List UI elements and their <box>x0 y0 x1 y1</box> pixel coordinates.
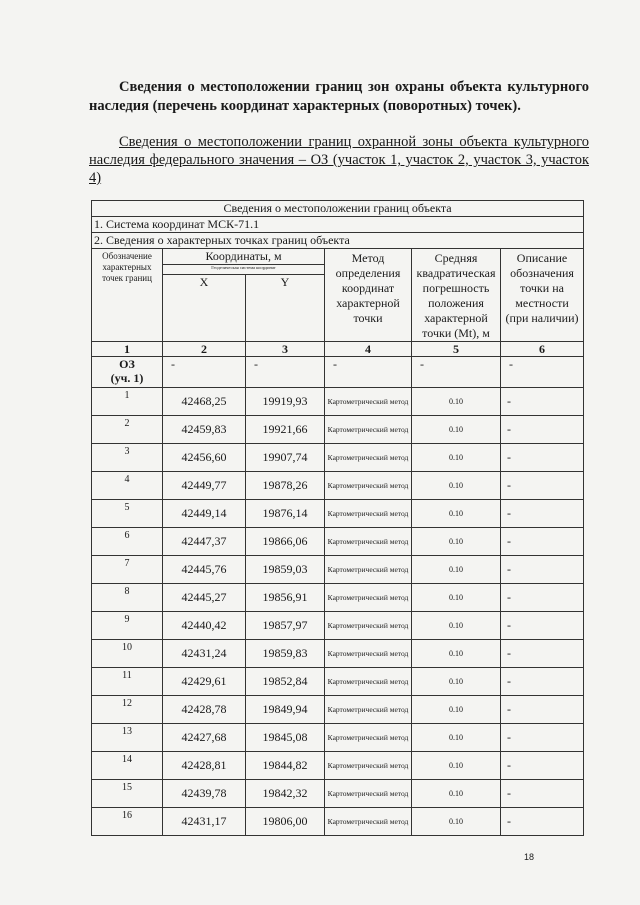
header-x: X <box>163 275 246 342</box>
method-value: Картометрический метод <box>325 500 412 528</box>
point-number: 3 <box>92 444 163 472</box>
accuracy-value: 0.10 <box>412 416 501 444</box>
description-value: - <box>501 444 584 472</box>
column-number: 6 <box>501 342 584 357</box>
y-value: 19849,94 <box>246 696 325 724</box>
accuracy-value: 0.10 <box>412 808 501 836</box>
method-value: Картометрический метод <box>325 696 412 724</box>
accuracy-value: 0.10 <box>412 500 501 528</box>
x-value: 42431,24 <box>163 640 246 668</box>
method-value: Картометрический метод <box>325 528 412 556</box>
table-row <box>92 388 584 416</box>
accuracy-value: 0.10 <box>412 612 501 640</box>
description-value: - <box>501 668 584 696</box>
table-row <box>92 668 584 696</box>
point-number: 5 <box>92 500 163 528</box>
x-value: 42449,14 <box>163 500 246 528</box>
method-value: Картометрический метод <box>325 388 412 416</box>
point-number: 10 <box>92 640 163 668</box>
header-accuracy: Средняя квадратическая погрешность положения характерной точки (Mt), м <box>412 249 501 342</box>
x-value: 42431,17 <box>163 808 246 836</box>
point-number: 1 <box>92 388 163 416</box>
x-value: 42427,68 <box>163 724 246 752</box>
accuracy-value: 0.10 <box>412 444 501 472</box>
column-number: 2 <box>163 342 246 357</box>
method-value: Картометрический метод <box>325 472 412 500</box>
method-value: Картометрический метод <box>325 416 412 444</box>
accuracy-value: 0.10 <box>412 752 501 780</box>
table-row <box>92 724 584 752</box>
description-value: - <box>501 808 584 836</box>
header-method: Метод определения координат характерной точки <box>325 249 412 342</box>
y-value: 19857,97 <box>246 612 325 640</box>
accuracy-value: 0.10 <box>412 528 501 556</box>
section-label-line2: (уч. 1) <box>110 371 144 385</box>
accuracy-value: 0.10 <box>412 668 501 696</box>
y-value: 19845,08 <box>246 724 325 752</box>
description-value: - <box>501 640 584 668</box>
section-dash: - <box>501 357 584 388</box>
section-label <box>92 357 163 388</box>
y-value: 19856,91 <box>246 584 325 612</box>
section-label-line1: ОЗ <box>119 357 135 371</box>
x-value: 42428,78 <box>163 696 246 724</box>
description-value: - <box>501 584 584 612</box>
point-number: 8 <box>92 584 163 612</box>
table-row <box>92 752 584 780</box>
y-value: 19878,26 <box>246 472 325 500</box>
page-number: 18 <box>524 852 535 862</box>
description-value: - <box>501 612 584 640</box>
description-value: - <box>501 752 584 780</box>
table-row <box>92 808 584 836</box>
description-value: - <box>501 500 584 528</box>
document-subtitle: Сведения о местоположении границ охранной зоны объекта культурного наследия федерального значения – ОЗ (участок 1, участок 2, участок 3, участок 4) <box>89 134 589 186</box>
description-value: - <box>501 696 584 724</box>
method-value: Картометрический метод <box>325 612 412 640</box>
y-value: 19921,66 <box>246 416 325 444</box>
header-description: Описание обозначения точки на местности (при наличии) <box>501 249 584 342</box>
method-value: Картометрический метод <box>325 584 412 612</box>
y-value: 19876,14 <box>246 500 325 528</box>
point-number: 2 <box>92 416 163 444</box>
header-coordinates: Координаты, м <box>163 249 325 265</box>
x-value: 42468,25 <box>163 388 246 416</box>
description-value: - <box>501 528 584 556</box>
x-value: 42445,76 <box>163 556 246 584</box>
header-designation: Обозначение характерных точек границ <box>92 249 163 342</box>
point-number: 4 <box>92 472 163 500</box>
table-row <box>92 528 584 556</box>
coordinate-system: 1. Система координат МСК-71.1 <box>92 217 584 233</box>
accuracy-value: 0.10 <box>412 388 501 416</box>
accuracy-value: 0.10 <box>412 556 501 584</box>
section-dash: - <box>325 357 412 388</box>
method-value: Картометрический метод <box>325 724 412 752</box>
table-row <box>92 472 584 500</box>
y-value: 19859,03 <box>246 556 325 584</box>
points-info: 2. Сведения о характерных точках границ объекта <box>92 233 584 249</box>
accuracy-value: 0.10 <box>412 584 501 612</box>
header-y: Y <box>246 275 325 342</box>
y-value: 19859,83 <box>246 640 325 668</box>
method-value: Картометрический метод <box>325 444 412 472</box>
point-number: 16 <box>92 808 163 836</box>
document-title: Сведения о местоположении границ зон охраны объекта культурного наследия (перечень координат характерных (поворотных) точек). <box>89 79 589 114</box>
coordinates-table <box>91 200 584 836</box>
y-value: 19806,00 <box>246 808 325 836</box>
description-value: - <box>501 472 584 500</box>
point-number: 7 <box>92 556 163 584</box>
method-value: Картометрический метод <box>325 780 412 808</box>
table-row <box>92 640 584 668</box>
method-value: Картометрический метод <box>325 640 412 668</box>
description-value: - <box>501 388 584 416</box>
method-value: Картометрический метод <box>325 556 412 584</box>
point-number: 9 <box>92 612 163 640</box>
point-number: 11 <box>92 668 163 696</box>
method-value: Картометрический метод <box>325 668 412 696</box>
x-value: 42440,42 <box>163 612 246 640</box>
description-value: - <box>501 556 584 584</box>
description-value: - <box>501 780 584 808</box>
point-number: 12 <box>92 696 163 724</box>
x-value: 42447,37 <box>163 528 246 556</box>
accuracy-value: 0.10 <box>412 640 501 668</box>
section-dash: - <box>163 357 246 388</box>
x-value: 42428,81 <box>163 752 246 780</box>
y-value: 19852,84 <box>246 668 325 696</box>
header-geodetic-system: Геодезическая система координат <box>163 265 325 275</box>
y-value: 19907,74 <box>246 444 325 472</box>
point-number: 6 <box>92 528 163 556</box>
table-row <box>92 696 584 724</box>
method-value: Картометрический метод <box>325 752 412 780</box>
column-number: 5 <box>412 342 501 357</box>
x-value: 42429,61 <box>163 668 246 696</box>
table-row <box>92 444 584 472</box>
table-row <box>92 416 584 444</box>
accuracy-value: 0.10 <box>412 780 501 808</box>
accuracy-value: 0.10 <box>412 696 501 724</box>
x-value: 42456,60 <box>163 444 246 472</box>
y-value: 19866,06 <box>246 528 325 556</box>
x-value: 42439,78 <box>163 780 246 808</box>
description-value: - <box>501 416 584 444</box>
y-value: 19919,93 <box>246 388 325 416</box>
x-value: 42459,83 <box>163 416 246 444</box>
x-value: 42449,77 <box>163 472 246 500</box>
table-caption: Сведения о местоположении границ объекта <box>92 201 584 217</box>
y-value: 19844,82 <box>246 752 325 780</box>
table-row <box>92 612 584 640</box>
column-number: 1 <box>92 342 163 357</box>
accuracy-value: 0.10 <box>412 724 501 752</box>
column-number: 3 <box>246 342 325 357</box>
table-row <box>92 500 584 528</box>
column-number: 4 <box>325 342 412 357</box>
y-value: 19842,32 <box>246 780 325 808</box>
section-dash: - <box>412 357 501 388</box>
table-row <box>92 780 584 808</box>
point-number: 15 <box>92 780 163 808</box>
point-number: 14 <box>92 752 163 780</box>
table-row <box>92 556 584 584</box>
section-dash: - <box>246 357 325 388</box>
description-value: - <box>501 724 584 752</box>
method-value: Картометрический метод <box>325 808 412 836</box>
point-number: 13 <box>92 724 163 752</box>
table-row <box>92 584 584 612</box>
section-row <box>92 357 584 388</box>
x-value: 42445,27 <box>163 584 246 612</box>
accuracy-value: 0.10 <box>412 472 501 500</box>
